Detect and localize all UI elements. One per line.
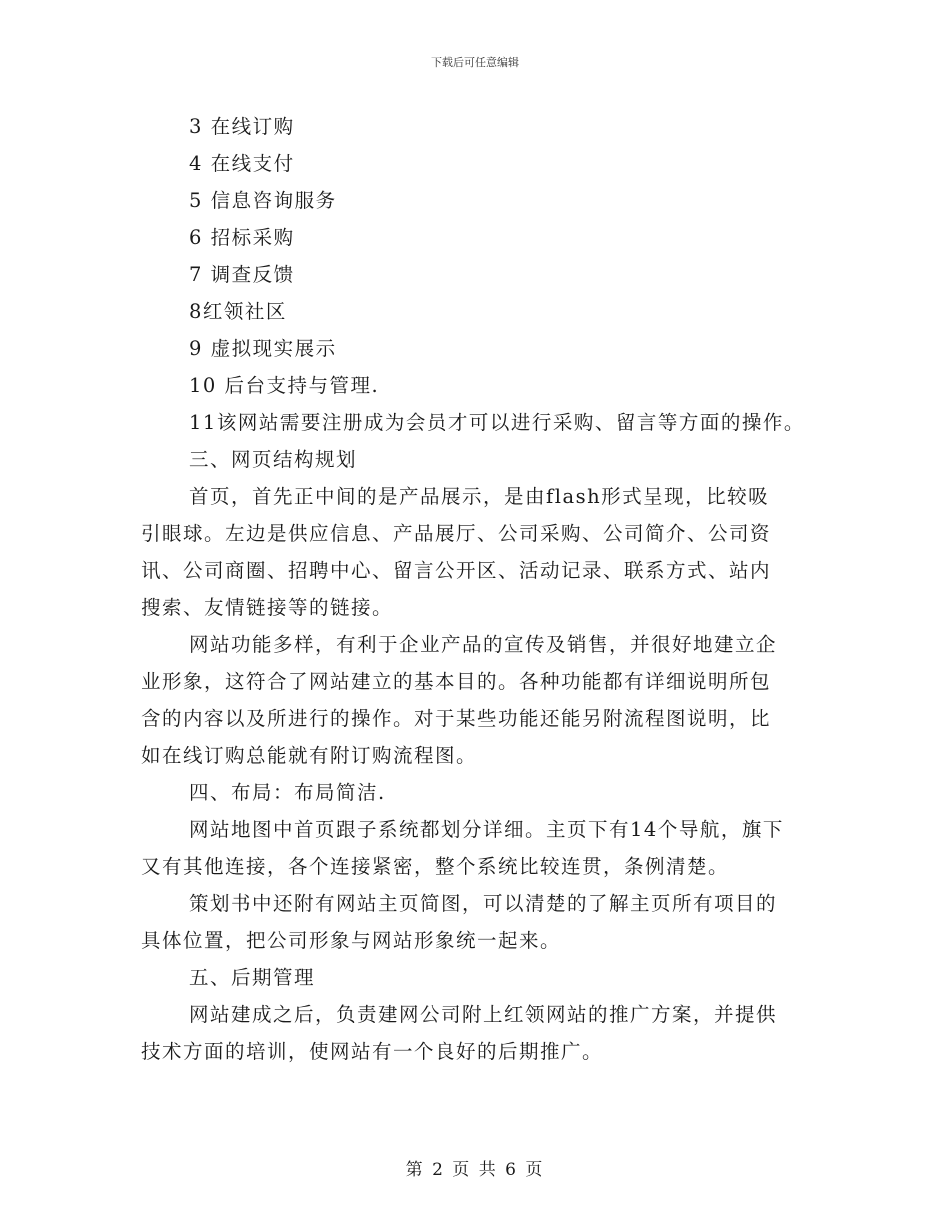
section-heading: 三、网页结构规划 — [189, 448, 358, 471]
document-body — [141, 108, 831, 1070]
paragraph-line: 如在线订购总能就有附订购流程图。 — [141, 744, 478, 767]
paragraph-line: 首页，首先正中间的是产品展示，是由flash形式呈现，比较吸 — [189, 485, 770, 508]
section-heading: 四、布局：布局简洁. — [189, 781, 386, 804]
page-header: 下载后可任意编辑 — [431, 56, 519, 69]
paragraph-line: 引眼球。左边是供应信息、产品展厅、公司采购、公司简介、公司资 — [141, 522, 772, 545]
list-item: 11该网站需要注册成为会员才可以进行采购、留言等方面的操作。 — [189, 411, 805, 434]
paragraph-line: 具体位置，把公司形象与网站形象统一起来。 — [141, 929, 562, 952]
list-item: 9 虚拟现实展示 — [189, 337, 337, 360]
paragraph-line: 网站功能多样，有利于企业产品的宣传及销售，并很好地建立企 — [189, 633, 778, 656]
list-item: 8红领社区 — [189, 300, 287, 323]
paragraph-line: 网站地图中首页跟子系统都划分详细。主页下有14个导航，旗下 — [189, 818, 784, 841]
list-item: 5 信息咨询服务 — [189, 189, 337, 212]
list-item: 10 后台支持与管理. — [189, 374, 380, 397]
list-item: 6 招标采购 — [189, 226, 295, 249]
list-item: 4 在线支付 — [189, 152, 295, 175]
paragraph-line: 网站建成之后，负责建网公司附上红领网站的推广方案，并提供 — [189, 1003, 778, 1026]
paragraph-line: 业形象，这符合了网站建立的基本目的。各种功能都有详细说明所包 — [141, 670, 772, 693]
paragraph-line: 策划书中还附有网站主页简图，可以清楚的了解主页所有项目的 — [189, 892, 778, 915]
paragraph-line: 含的内容以及所进行的操作。对于某些功能还能另附流程图说明，比 — [141, 707, 772, 730]
section-heading: 五、后期管理 — [189, 966, 316, 989]
paragraph-line: 讯、公司商圈、招聘中心、留言公开区、活动记录、联系方式、站内 — [141, 559, 772, 582]
page-footer: 第 2 页 共 6 页 — [405, 1160, 545, 1180]
list-item: 7 调查反馈 — [189, 263, 295, 286]
paragraph-line: 技术方面的培训，使网站有一个良好的后期推广。 — [141, 1040, 604, 1063]
paragraph-line: 又有其他连接，各个连接紧密，整个系统比较连贯，条例清楚。 — [141, 855, 730, 878]
list-item: 3 在线订购 — [189, 115, 295, 138]
paragraph-line: 搜索、友情链接等的链接。 — [141, 596, 394, 619]
